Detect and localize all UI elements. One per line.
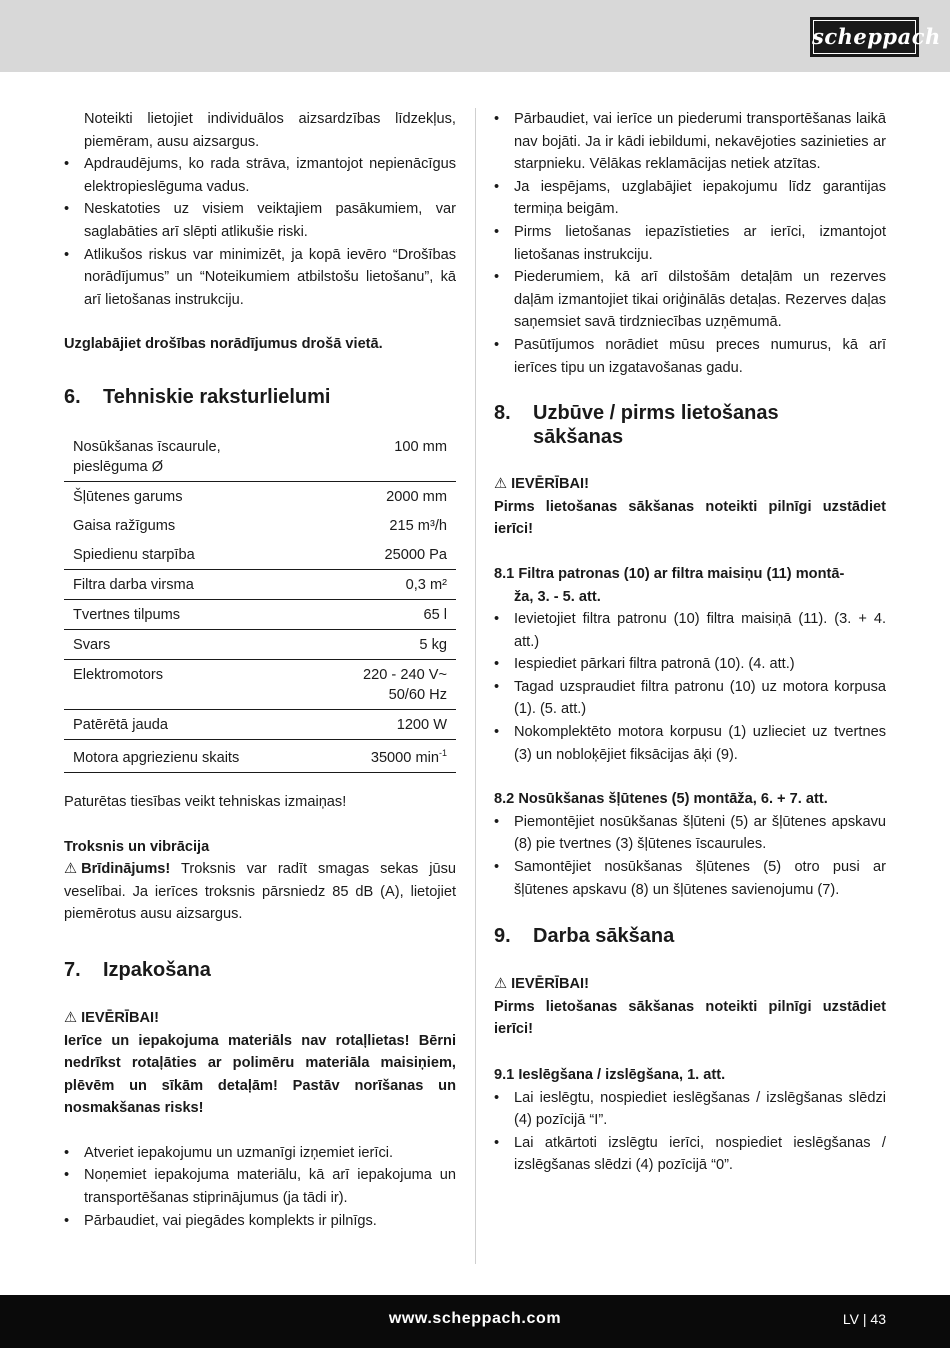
section-6-heading [64, 385, 456, 409]
footer-bar [0, 1295, 950, 1348]
spec-label: Motora apgriezienu skaits [73, 749, 240, 766]
rights-note: Paturētas tiesības veikt tehniskas izmaiņas! [64, 793, 347, 810]
attention-label: IEVĒRĪBAI! [511, 976, 589, 993]
warning-triangle-icon: ⚠ [494, 476, 508, 493]
left-column [64, 108, 456, 1232]
section-title [533, 401, 779, 449]
table-row [64, 511, 456, 540]
subsection-title-line: 8.1 Filtra patronas (10) ar filtra maisiņu (11) montā- [494, 565, 845, 582]
noise-warning-label: Brīdinājums! [81, 861, 171, 878]
spec-label: Spiedienu starpība [73, 546, 195, 563]
spec-value: 100 mm [394, 438, 447, 455]
section-title-line: sākšanas [533, 426, 624, 449]
table-row [64, 432, 456, 482]
spec-value: 0,3 m² [405, 576, 447, 593]
section-number: 9. [494, 925, 511, 948]
table-row [64, 739, 456, 772]
warning-triangle-icon: ⚠ [64, 1009, 78, 1026]
spec-value: 1200 W [396, 716, 447, 733]
list-item: • Piederumiem, kā arī dilstošām detaļām un rezerves daļām izmantojiet tikai oriģinālās detaļas. Rezerves daļas saņemsiet savā tirdzniecības uzņēmumā. [494, 266, 886, 334]
list-item: • Atlikušos riskus var minimizēt, ja kopā ievēro “Drošības norādījumus” un “Noteikumiem atbilstošu lietošanu”, kā arī lietošanas instrukciju. [64, 244, 456, 312]
list-item: • Atveriet iepakojumu un uzmanīgi izņemiet ierīci. [64, 1142, 456, 1165]
section-9-heading [494, 924, 886, 948]
spec-label: Tvertnes tilpums [73, 606, 181, 623]
spec-table [64, 432, 456, 773]
spec-label: Šļūtenes garums [73, 488, 183, 505]
section-title: Darba sākšana [533, 925, 675, 948]
check-bullet-list [494, 108, 886, 379]
table-row [64, 709, 456, 739]
subsection-title-line: ža, 3. - 5. att. [514, 588, 601, 605]
list-item: • Pirms lietošanas iepazīstieties ar ierīci, izmantojot lietošanas instrukciju. [494, 221, 886, 266]
spec-label: Filtra darba virsma [73, 576, 194, 593]
spec-label: Gaisa ražīgums [73, 517, 176, 534]
assemble-warning: Pirms lietošanas sākšanas noteikti pilnīgi uzstādiet ierīci! [494, 498, 886, 538]
table-row [64, 569, 456, 599]
attention-label: IEVĒRĪBAI! [81, 1009, 159, 1026]
switch-bullet-list [494, 1087, 886, 1177]
list-item: • Noņemiet iepakojuma materiālu, kā arī iepakojuma un transportēšanas stiprinājumus (ja tādi ir). [64, 1164, 456, 1209]
unpack-warning: Ierīce un iepakojuma materiāls nav rotaļlietas! Bērni nedrīkst rotaļāties ar polimēru materiāla maisiņiem, plēvēm un sīkām detaļām! Pastāv norīšanas un nosmakšanas risks! [64, 1032, 456, 1117]
spec-value [304, 739, 456, 772]
noise-title: Troksnis un vibrācija [64, 838, 210, 855]
list-item: • Ja iespējams, uzglabājiet iepakojumu līdz garantijas termiņa beigām. [494, 176, 886, 221]
warning-triangle-icon: ⚠ [64, 861, 78, 878]
attention-label: IEVĒRĪBAI! [511, 476, 589, 493]
list-item: • Neskatoties uz visiem veiktajiem pasākumiem, var saglabāties arī slēpti atlikušie riski. [64, 198, 456, 243]
list-item: • Lai ieslēgtu, nospiediet ieslēgšanas / izslēgšanas slēdzi (4) pozīcijā “I”. [494, 1087, 886, 1132]
subsection-8-1-heading [494, 563, 886, 608]
section-number: 8. [494, 402, 511, 425]
keep-instructions-notice: Uzglabājiet drošības norādījumus drošā vietā. [64, 336, 383, 353]
section-title: Tehniskie raksturlielumi [103, 385, 331, 408]
unpack-bullet-list [64, 1142, 456, 1232]
filter-bullet-list [494, 608, 886, 766]
list-item: • Ievietojiet filtra patronu (10) filtra maisiņā (11). (3. + 4. att.) [494, 608, 886, 653]
hose-bullet-list [494, 811, 886, 901]
spec-value: 5 kg [419, 636, 447, 653]
table-row [64, 629, 456, 659]
subsection-9-1-heading: 9.1 Ieslēgšana / izslēgšana, 1. att. [494, 1067, 726, 1083]
attention-heading [494, 473, 886, 496]
table-row [64, 481, 456, 511]
list-item: • Pārbaudiet, vai ierīce un piederumi transportēšanas laikā nav bojāti. Ja ir kādi iebildumi, nekavējoties sazinieties ar starpnieku. Vēlākas reklamācijas netiek atzītas. [494, 108, 886, 176]
attention-heading [64, 1007, 456, 1030]
spec-value-line: 220 - 240 V~ [363, 666, 447, 683]
header-bar [0, 0, 950, 72]
spec-value: 65 l [423, 606, 447, 623]
list-item: • Apdraudējums, ko rada strāva, izmantojot nepienācīgus elektropieslēguma vadus. [64, 153, 456, 198]
section-number: 7. [64, 958, 81, 981]
column-divider [475, 108, 476, 1264]
spec-label: Elektromotors [73, 666, 164, 683]
section-number: 6. [64, 385, 81, 408]
noise-warning-text: Troksnis var radīt smagas sekas jūsu veselībai. Ja ierīces troksnis pārsniedz 85 dB (A), lietojiet piemērotus ausu aizsargus. [64, 861, 456, 923]
spec-value: 215 m³/h [389, 517, 447, 534]
intro-bullet-list [64, 153, 456, 311]
intro-continuation: Noteikti lietojiet individuālos aizsardzības līdzekļus, piemēram, ausu aizsargus. [84, 111, 456, 150]
spec-value-text: 35000 min [370, 749, 439, 766]
section-8-heading [494, 401, 886, 449]
spec-value [304, 659, 456, 709]
spec-value: 25000 Pa [384, 546, 447, 563]
list-item: • Iespiediet pārkari filtra patronā (10). (4. att.) [494, 653, 886, 676]
spec-label: Svars [73, 636, 111, 653]
page-number: LV | 43 [842, 1311, 886, 1327]
right-column [494, 108, 886, 1177]
table-row [64, 659, 456, 709]
spec-value: 2000 mm [386, 488, 447, 505]
website-link[interactable]: www.scheppach.com [388, 1310, 562, 1327]
list-item: • Pārbaudiet, vai piegādes komplekts ir pilnīgs. [64, 1210, 456, 1233]
section-7-heading [64, 958, 456, 982]
list-item: • Lai atkārtoti izslēgtu ierīci, nospiediet ieslēgšanas / izslēgšanas slēdzi (4) pozīcijā “0”. [494, 1132, 886, 1177]
section-title-line: Uzbūve / pirms lietošanas [533, 402, 779, 425]
list-item: • Nokomplektēto motora korpusu (1) uzlieciet uz tvertnes (3) un nobloķējiet fiksācijas āķi (9). [494, 721, 886, 766]
noise-warning [64, 858, 456, 926]
list-item: • Samontējiet nosūkšanas šļūtenes (5) otro pusi ar šļūtenes apskavu (8) un šļūtenes savienojumu (7). [494, 856, 886, 901]
brand-logo: scheppach [810, 17, 919, 57]
table-row [64, 599, 456, 629]
start-warning: Pirms lietošanas sākšanas noteikti pilnīgi uzstādiet ierīci! [494, 998, 886, 1038]
list-item: • Pasūtījumos norādiet mūsu preces numurus, kā arī ierīces tipu un izgatavošanas gadu. [494, 334, 886, 379]
spec-label: Patērētā jauda [73, 716, 168, 733]
list-item: • Tagad uzspraudiet filtra patronu (10) uz motora korpusa (1). (5. att.) [494, 676, 886, 721]
warning-triangle-icon: ⚠ [494, 976, 508, 993]
section-title: Izpakošana [103, 958, 211, 981]
spec-value-exponent: -1 [438, 748, 447, 759]
list-item: • Piemontējiet nosūkšanas šļūteni (5) ar šļūtenes apskavu (8) pie tvertnes (3) šļūtenes īscaurules. [494, 811, 886, 856]
table-row [64, 540, 456, 570]
spec-value-line: 50/60 Hz [388, 686, 447, 703]
spec-label: Nosūkšanas īscaurule, pieslēguma Ø [73, 438, 221, 475]
attention-heading [494, 973, 886, 996]
subsection-8-2-heading: 8.2 Nosūkšanas šļūtenes (5) montāža, 6. + 7. att. [494, 791, 828, 808]
